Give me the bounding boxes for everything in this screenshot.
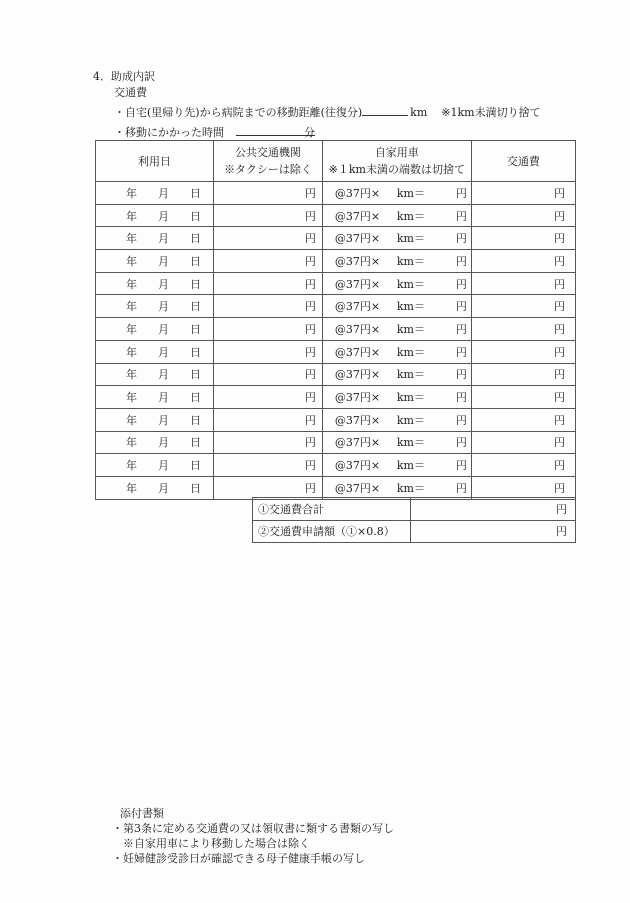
year-label: 年 [126,209,137,223]
table-row [96,318,576,341]
date-cell[interactable] [96,227,214,250]
fare-cell[interactable]: 円 [471,182,575,205]
month-label: 月 [158,322,170,336]
summary-request-value[interactable]: 円 [410,520,575,543]
km-label: km＝ [396,459,425,473]
summary-request-label: ②交通費申請額（①×0.8） [253,520,411,543]
table-header-row [96,141,576,182]
time-input[interactable] [236,124,304,136]
public-transport-cell[interactable]: 円 [214,295,323,318]
private-car-cell[interactable] [322,340,471,363]
day-label: 日 [190,481,202,495]
rate-label: @37円× [334,345,381,359]
distance-note: ※1km未満切り捨て [441,106,541,119]
day-label: 日 [190,300,202,314]
month-label: 月 [158,413,170,427]
day-label: 日 [190,368,202,382]
month-label: 月 [158,459,170,473]
attachment-item: ・第3条に定める交通費の又は領収書に類する書類の写し [112,822,394,835]
date-cell[interactable] [96,408,214,431]
attachment-item-note: ※自家用車により移動した場合は除く [112,837,310,850]
table-row [96,272,576,295]
section-subheading: 交通費 [114,86,147,99]
month-label: 月 [158,277,170,291]
date-cell[interactable] [96,454,214,477]
car-yen-label: 円 [455,345,467,359]
km-label: km＝ [396,368,425,382]
day-label: 日 [190,186,202,200]
summary-row-request [253,520,576,543]
km-label: km＝ [396,232,425,246]
date-cell[interactable] [96,431,214,454]
date-cell[interactable] [96,386,214,409]
year-label: 年 [126,345,137,359]
attachment-item: ・妊婦健診受診日が確認できる母子健康手帳の写し [112,852,365,865]
car-yen-label: 円 [455,368,467,382]
time-label: ・移動にかかった時間 [114,126,224,139]
month-label: 月 [158,391,170,405]
day-label: 日 [190,391,202,405]
year-label: 年 [126,232,137,246]
summary-table [252,497,576,543]
date-cell[interactable] [96,182,214,205]
public-transport-cell[interactable]: 円 [214,182,323,205]
table-row [96,227,576,250]
car-yen-label: 円 [455,232,467,246]
rate-label: @37円× [334,232,381,246]
car-yen-label: 円 [455,186,467,200]
month-label: 月 [158,368,170,382]
table-row [96,250,576,273]
month-label: 月 [158,254,170,268]
day-label: 日 [190,436,202,450]
car-yen-label: 円 [455,277,467,291]
year-label: 年 [126,436,137,450]
date-cell[interactable] [96,250,214,273]
section-heading: 4．助成内訳 [93,70,155,83]
fare-cell[interactable]: 円 [471,250,575,273]
distance-line [114,104,541,120]
fare-cell[interactable]: 円 [471,386,575,409]
time-unit: 分 [304,126,315,139]
date-cell[interactable] [96,295,214,318]
day-label: 日 [190,345,202,359]
summary-total-value[interactable]: 円 [410,498,575,521]
header-car-line2: ※１km未満の端数は切捨て [328,163,465,176]
rate-label: @37円× [334,186,381,200]
private-car-cell[interactable] [322,204,471,227]
rate-label: @37円× [334,481,381,495]
rate-label: @37円× [334,322,381,336]
distance-label: ・自宅(里帰り先)から病院までの移動距離(往復分) [114,106,363,119]
fare-cell[interactable]: 円 [471,454,575,477]
public-transport-cell[interactable]: 円 [214,318,323,341]
date-cell[interactable] [96,318,214,341]
attachments-title: 添付書類 [120,807,164,820]
month-label: 月 [158,345,170,359]
rate-label: @37円× [334,254,381,268]
car-yen-label: 円 [455,254,467,268]
fare-cell[interactable]: 円 [471,476,575,499]
km-label: km＝ [396,413,425,427]
date-cell[interactable] [96,340,214,363]
day-label: 日 [190,413,202,427]
car-yen-label: 円 [455,322,467,336]
fare-cell[interactable]: 円 [471,431,575,454]
km-label: km＝ [396,186,425,200]
day-label: 日 [190,232,202,246]
table-row [96,386,576,409]
private-car-cell[interactable] [322,318,471,341]
fare-cell[interactable]: 円 [471,204,575,227]
fare-cell[interactable]: 円 [471,318,575,341]
rate-label: @37円× [334,277,381,291]
fare-cell[interactable]: 円 [471,295,575,318]
km-label: km＝ [396,481,425,495]
header-car-line1: 自家用車 [374,146,419,159]
year-label: 年 [126,254,137,268]
fare-cell[interactable]: 円 [471,363,575,386]
table-row [96,363,576,386]
date-cell[interactable] [96,363,214,386]
public-transport-cell[interactable]: 円 [214,408,323,431]
day-label: 日 [190,254,202,268]
public-transport-cell[interactable]: 円 [214,454,323,477]
header-public-line2: ※タクシーは除く [223,163,312,176]
header-public-line1: 公共交通機関 [234,146,301,159]
month-label: 月 [158,436,170,450]
transport-table [95,140,576,500]
table-row [96,340,576,363]
year-label: 年 [126,322,137,336]
private-car-cell[interactable] [322,476,471,499]
header-date: 利用日 [96,141,214,182]
table-row [96,408,576,431]
rate-label: @37円× [334,459,381,473]
private-car-cell[interactable] [322,272,471,295]
rate-label: @37円× [334,209,381,223]
header-private-car [322,141,471,182]
private-car-cell[interactable] [322,227,471,250]
year-label: 年 [126,391,137,405]
distance-unit: km [410,106,428,119]
car-yen-label: 円 [455,481,467,495]
km-label: km＝ [396,436,425,450]
rate-label: @37円× [334,300,381,314]
table-row [96,454,576,477]
day-label: 日 [190,322,202,336]
summary-total-label: ①交通費合計 [253,498,411,521]
table-row [96,182,576,205]
month-label: 月 [158,209,170,223]
year-label: 年 [126,300,137,314]
km-label: km＝ [396,322,425,336]
header-fare: 交通費 [471,141,575,182]
car-yen-label: 円 [455,300,467,314]
header-public-transport [214,141,323,182]
date-cell[interactable] [96,204,214,227]
rate-label: @37円× [334,436,381,450]
public-transport-cell[interactable]: 円 [214,250,323,273]
attachments-section [112,806,394,866]
km-label: km＝ [396,391,425,405]
year-label: 年 [126,459,137,473]
table-row [96,295,576,318]
fare-cell[interactable]: 円 [471,227,575,250]
public-transport-cell[interactable]: 円 [214,340,323,363]
public-transport-cell[interactable]: 円 [214,204,323,227]
date-cell[interactable] [96,272,214,295]
year-label: 年 [126,277,137,291]
year-label: 年 [126,413,137,427]
public-transport-cell[interactable]: 円 [214,431,323,454]
private-car-cell[interactable] [322,295,471,318]
public-transport-cell[interactable]: 円 [214,227,323,250]
day-label: 日 [190,277,202,291]
rate-label: @37円× [334,413,381,427]
month-label: 月 [158,481,170,495]
car-yen-label: 円 [455,391,467,405]
day-label: 日 [190,459,202,473]
time-line [114,124,315,140]
private-car-cell[interactable] [322,182,471,205]
summary-row-total [253,498,576,521]
car-yen-label: 円 [455,436,467,450]
km-label: km＝ [396,300,425,314]
table-row [96,431,576,454]
month-label: 月 [158,232,170,246]
private-car-cell[interactable] [322,408,471,431]
private-car-cell[interactable] [322,250,471,273]
car-yen-label: 円 [455,459,467,473]
month-label: 月 [158,186,170,200]
private-car-cell[interactable] [322,454,471,477]
car-yen-label: 円 [455,209,467,223]
table-row [96,204,576,227]
public-transport-cell[interactable]: 円 [214,476,323,499]
km-label: km＝ [396,277,425,291]
public-transport-cell[interactable]: 円 [214,386,323,409]
month-label: 月 [158,300,170,314]
day-label: 日 [190,209,202,223]
date-cell[interactable] [96,476,214,499]
distance-input[interactable] [362,104,408,116]
private-car-cell[interactable] [322,363,471,386]
km-label: km＝ [396,254,425,268]
km-label: km＝ [396,209,425,223]
year-label: 年 [126,368,137,382]
fare-cell[interactable]: 円 [471,340,575,363]
car-yen-label: 円 [455,413,467,427]
table-row [96,476,576,499]
fare-cell[interactable]: 円 [471,408,575,431]
private-car-cell[interactable] [322,431,471,454]
year-label: 年 [126,186,137,200]
private-car-cell[interactable] [322,386,471,409]
public-transport-cell[interactable]: 円 [214,272,323,295]
year-label: 年 [126,481,137,495]
km-label: km＝ [396,345,425,359]
rate-label: @37円× [334,391,381,405]
fare-cell[interactable]: 円 [471,272,575,295]
public-transport-cell[interactable]: 円 [214,363,323,386]
rate-label: @37円× [334,368,381,382]
